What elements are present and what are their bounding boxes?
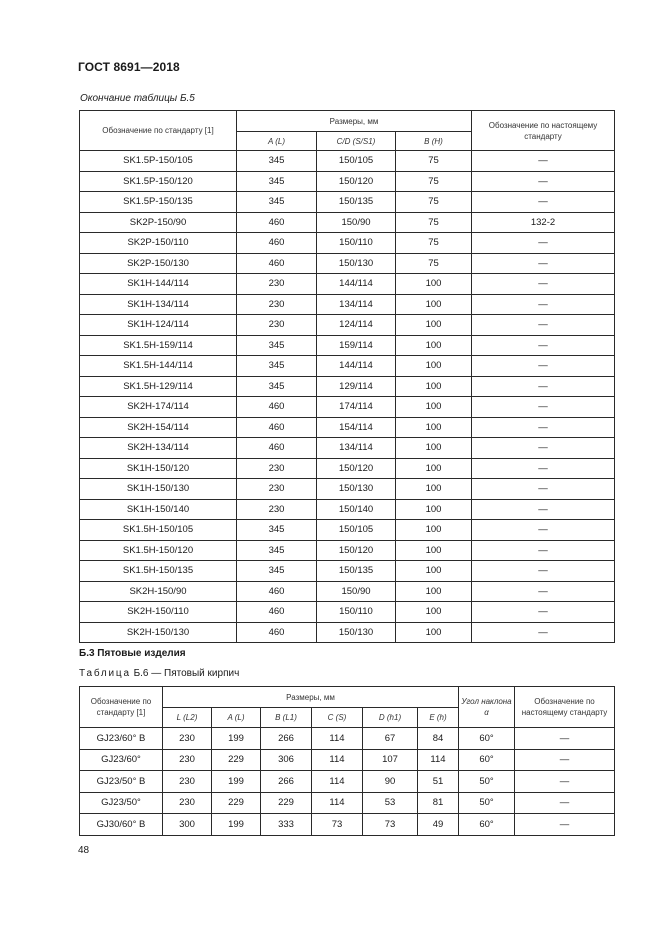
table-cell: 100 xyxy=(396,479,472,500)
table-row xyxy=(80,479,615,500)
header-dimensions: Размеры, мм xyxy=(237,111,472,132)
table-cell: 144/114 xyxy=(317,356,396,377)
table-cell: — xyxy=(472,397,615,418)
section-heading: Б.3 Пятовые изделия xyxy=(79,648,186,659)
table-row xyxy=(80,771,615,793)
table-cell: — xyxy=(515,749,615,771)
table-cell: 345 xyxy=(237,171,317,192)
table-cell: SK1H-144/114 xyxy=(80,274,237,295)
table-cell: 150/130 xyxy=(317,622,396,643)
header-standard-designation: Обозначение по настоящему стандарту xyxy=(515,687,615,728)
table-cell: 100 xyxy=(396,438,472,459)
table-row xyxy=(80,814,615,836)
table-cell: — xyxy=(472,151,615,172)
table-row xyxy=(80,540,615,561)
header-b: B (L1) xyxy=(261,708,312,728)
table-cell: 81 xyxy=(418,792,459,814)
table-cell: 124/114 xyxy=(317,315,396,336)
table-cell: 114 xyxy=(312,771,363,793)
table-cell: SK1.5H-150/120 xyxy=(80,540,237,561)
table-cell: 150/135 xyxy=(317,561,396,582)
table-cell: — xyxy=(472,192,615,213)
table-cell: 150/110 xyxy=(317,602,396,623)
table-row xyxy=(80,356,615,377)
table-cell: SK2P-150/90 xyxy=(80,212,237,233)
table-cell: 100 xyxy=(396,561,472,582)
table-cell: 100 xyxy=(396,417,472,438)
table-b6-caption-word: Таблица xyxy=(79,668,131,679)
table-cell: 73 xyxy=(312,814,363,836)
table-row xyxy=(80,335,615,356)
table-cell: 75 xyxy=(396,192,472,213)
table-cell: 150/105 xyxy=(317,520,396,541)
table-cell: SK1.5P-150/105 xyxy=(80,151,237,172)
table-cell: 114 xyxy=(312,728,363,750)
header-a: A (L) xyxy=(237,132,317,151)
table-cell: 300 xyxy=(163,814,212,836)
table-cell: — xyxy=(515,814,615,836)
table-cell: SK2P-150/130 xyxy=(80,253,237,274)
table-cell: 159/114 xyxy=(317,335,396,356)
table-cell: 150/120 xyxy=(317,458,396,479)
table-cell: SK1H-150/120 xyxy=(80,458,237,479)
table-cell: 107 xyxy=(363,749,418,771)
header-designation: Обозначение по стандарту [1] xyxy=(80,111,237,151)
table-row xyxy=(80,315,615,336)
table-cell: 100 xyxy=(396,315,472,336)
table-cell: 132-2 xyxy=(472,212,615,233)
header-b: B (H) xyxy=(396,132,472,151)
table-cell: 100 xyxy=(396,335,472,356)
table-cell: 199 xyxy=(212,814,261,836)
table-b5-caption: Окончание таблицы Б.5 xyxy=(80,93,195,104)
table-row xyxy=(80,749,615,771)
table-cell: 100 xyxy=(396,458,472,479)
table-row xyxy=(80,417,615,438)
table-cell: 150/130 xyxy=(317,479,396,500)
table-row xyxy=(80,233,615,254)
table-row xyxy=(80,294,615,315)
table-cell: — xyxy=(472,253,615,274)
table-cell: SK1.5H-159/114 xyxy=(80,335,237,356)
table-cell: 199 xyxy=(212,771,261,793)
table-cell: 134/114 xyxy=(317,294,396,315)
header-cd: C/D (S/S1) xyxy=(317,132,396,151)
table-cell: 230 xyxy=(237,479,317,500)
table-cell: 144/114 xyxy=(317,274,396,295)
table-cell: 230 xyxy=(237,274,317,295)
table-cell: 345 xyxy=(237,192,317,213)
table-cell: 150/120 xyxy=(317,540,396,561)
table-row xyxy=(80,728,615,750)
table-cell: — xyxy=(472,376,615,397)
table-cell: 60° xyxy=(459,728,515,750)
table-cell: — xyxy=(472,561,615,582)
table-cell: 150/140 xyxy=(317,499,396,520)
table-cell: 50° xyxy=(459,792,515,814)
table-cell: SK2H-174/114 xyxy=(80,397,237,418)
table-row xyxy=(80,458,615,479)
table-cell: 306 xyxy=(261,749,312,771)
table-cell: 229 xyxy=(261,792,312,814)
table-cell: 460 xyxy=(237,212,317,233)
table-cell: GJ23/60° B xyxy=(80,728,163,750)
table-row xyxy=(80,212,615,233)
table-cell: 150/105 xyxy=(317,151,396,172)
table-cell: — xyxy=(472,417,615,438)
table-row xyxy=(80,253,615,274)
table-cell: 53 xyxy=(363,792,418,814)
table-cell: 100 xyxy=(396,499,472,520)
table-row xyxy=(80,376,615,397)
table-cell: 150/120 xyxy=(317,171,396,192)
table-cell: 460 xyxy=(237,581,317,602)
table-cell: — xyxy=(472,458,615,479)
table-cell: 230 xyxy=(163,792,212,814)
table-cell: — xyxy=(472,540,615,561)
table-row xyxy=(80,499,615,520)
table-cell: 75 xyxy=(396,233,472,254)
table-cell: 154/114 xyxy=(317,417,396,438)
table-cell: 75 xyxy=(396,253,472,274)
table-row xyxy=(80,622,615,643)
table-cell: 345 xyxy=(237,376,317,397)
table-cell: — xyxy=(472,315,615,336)
table-cell: 49 xyxy=(418,814,459,836)
table-cell: — xyxy=(472,622,615,643)
table-cell: SK1.5H-144/114 xyxy=(80,356,237,377)
header-d: D (h1) xyxy=(363,708,418,728)
table-cell: 100 xyxy=(396,376,472,397)
table-row xyxy=(80,561,615,582)
table-cell: SK1.5H-129/114 xyxy=(80,376,237,397)
table-cell: 345 xyxy=(237,561,317,582)
table-cell: 460 xyxy=(237,253,317,274)
table-cell: 345 xyxy=(237,356,317,377)
table-row xyxy=(80,520,615,541)
table-cell: 100 xyxy=(396,602,472,623)
table-row xyxy=(80,602,615,623)
table-cell: 100 xyxy=(396,622,472,643)
page-number: 48 xyxy=(78,845,90,856)
table-cell: 345 xyxy=(237,540,317,561)
table-cell: 199 xyxy=(212,728,261,750)
table-row xyxy=(80,151,615,172)
table-cell: GJ23/60° xyxy=(80,749,163,771)
header-angle: Угол наклона α xyxy=(459,687,515,728)
table-cell: SK1H-134/114 xyxy=(80,294,237,315)
table-cell: — xyxy=(515,728,615,750)
table-cell: 114 xyxy=(418,749,459,771)
table-row xyxy=(80,438,615,459)
table-b6-caption xyxy=(79,668,239,679)
table-cell: 75 xyxy=(396,171,472,192)
table-cell: 134/114 xyxy=(317,438,396,459)
table-cell: SK2H-150/90 xyxy=(80,581,237,602)
table-cell: 150/110 xyxy=(317,233,396,254)
table-b6-caption-text: Б.6 — Пятовый кирпич xyxy=(133,668,240,679)
header-standard-designation: Обозначение по настоящему стандарту xyxy=(472,111,615,151)
table-cell: SK1H-150/140 xyxy=(80,499,237,520)
header-designation: Обозначение по стандарту [1] xyxy=(80,687,163,728)
table-cell: SK2P-150/110 xyxy=(80,233,237,254)
header-e: E (h) xyxy=(418,708,459,728)
table-cell: 100 xyxy=(396,294,472,315)
table-cell: 114 xyxy=(312,792,363,814)
table-cell: 84 xyxy=(418,728,459,750)
table-cell: — xyxy=(472,356,615,377)
table-cell: 229 xyxy=(212,749,261,771)
table-cell: 230 xyxy=(163,771,212,793)
table-cell: 50° xyxy=(459,771,515,793)
table-cell: 345 xyxy=(237,520,317,541)
table-cell: SK2H-150/110 xyxy=(80,602,237,623)
table-cell: 150/135 xyxy=(317,192,396,213)
table-row xyxy=(80,274,615,295)
header-a: A (L) xyxy=(212,708,261,728)
table-cell: 114 xyxy=(312,749,363,771)
table-cell: 129/114 xyxy=(317,376,396,397)
table-cell: — xyxy=(472,438,615,459)
table-row xyxy=(80,397,615,418)
table-cell: 460 xyxy=(237,417,317,438)
table-cell: 51 xyxy=(418,771,459,793)
table-cell: GJ30/60° B xyxy=(80,814,163,836)
table-cell: SK1H-150/130 xyxy=(80,479,237,500)
table-cell: — xyxy=(472,520,615,541)
table-cell: 150/90 xyxy=(317,212,396,233)
table-cell: SK2H-134/114 xyxy=(80,438,237,459)
table-cell: 60° xyxy=(459,749,515,771)
table-cell: — xyxy=(472,602,615,623)
table-b6 xyxy=(79,686,615,836)
table-cell: 100 xyxy=(396,581,472,602)
table-cell: — xyxy=(472,274,615,295)
table-cell: 90 xyxy=(363,771,418,793)
table-row xyxy=(80,581,615,602)
table-cell: 100 xyxy=(396,520,472,541)
table-b5 xyxy=(79,110,615,643)
table-cell: GJ23/50° B xyxy=(80,771,163,793)
table-cell: 174/114 xyxy=(317,397,396,418)
table-cell: — xyxy=(472,479,615,500)
header-dimensions: Размеры, мм xyxy=(163,687,459,708)
table-cell: GJ23/50° xyxy=(80,792,163,814)
table-cell: 75 xyxy=(396,151,472,172)
table-cell: 345 xyxy=(237,151,317,172)
table-cell: 150/90 xyxy=(317,581,396,602)
header-c: C (S) xyxy=(312,708,363,728)
table-cell: — xyxy=(472,171,615,192)
table-cell: 460 xyxy=(237,233,317,254)
table-cell: 460 xyxy=(237,622,317,643)
table-cell: SK2H-150/130 xyxy=(80,622,237,643)
table-cell: 230 xyxy=(237,499,317,520)
table-cell: 230 xyxy=(163,728,212,750)
table-cell: SK1.5H-150/105 xyxy=(80,520,237,541)
table-cell: — xyxy=(472,233,615,254)
table-cell: 230 xyxy=(237,294,317,315)
document-title: ГОСТ 8691—2018 xyxy=(78,60,180,74)
table-cell: 333 xyxy=(261,814,312,836)
table-cell: 75 xyxy=(396,212,472,233)
table-cell: 100 xyxy=(396,540,472,561)
table-cell: 100 xyxy=(396,397,472,418)
table-cell: SK1.5H-150/135 xyxy=(80,561,237,582)
table-cell: 100 xyxy=(396,274,472,295)
table-cell: 460 xyxy=(237,602,317,623)
table-cell: 460 xyxy=(237,438,317,459)
table-row xyxy=(80,171,615,192)
table-cell: SK2H-154/114 xyxy=(80,417,237,438)
table-cell: 67 xyxy=(363,728,418,750)
table-cell: 229 xyxy=(212,792,261,814)
table-cell: 460 xyxy=(237,397,317,418)
table-cell: 230 xyxy=(237,315,317,336)
table-cell: 73 xyxy=(363,814,418,836)
table-cell: SK1.5P-150/120 xyxy=(80,171,237,192)
table-cell: 230 xyxy=(237,458,317,479)
table-cell: SK1.5P-150/135 xyxy=(80,192,237,213)
table-cell: — xyxy=(472,581,615,602)
table-row xyxy=(80,192,615,213)
table-cell: 100 xyxy=(396,356,472,377)
table-row xyxy=(80,792,615,814)
table-cell: — xyxy=(472,294,615,315)
table-cell: 230 xyxy=(163,749,212,771)
table-cell: — xyxy=(515,792,615,814)
table-cell: 266 xyxy=(261,728,312,750)
table-cell: 60° xyxy=(459,814,515,836)
table-cell: 150/130 xyxy=(317,253,396,274)
table-cell: SK1H-124/114 xyxy=(80,315,237,336)
table-cell: — xyxy=(515,771,615,793)
table-cell: — xyxy=(472,499,615,520)
header-l: L (L2) xyxy=(163,708,212,728)
table-cell: — xyxy=(472,335,615,356)
table-cell: 266 xyxy=(261,771,312,793)
table-cell: 345 xyxy=(237,335,317,356)
